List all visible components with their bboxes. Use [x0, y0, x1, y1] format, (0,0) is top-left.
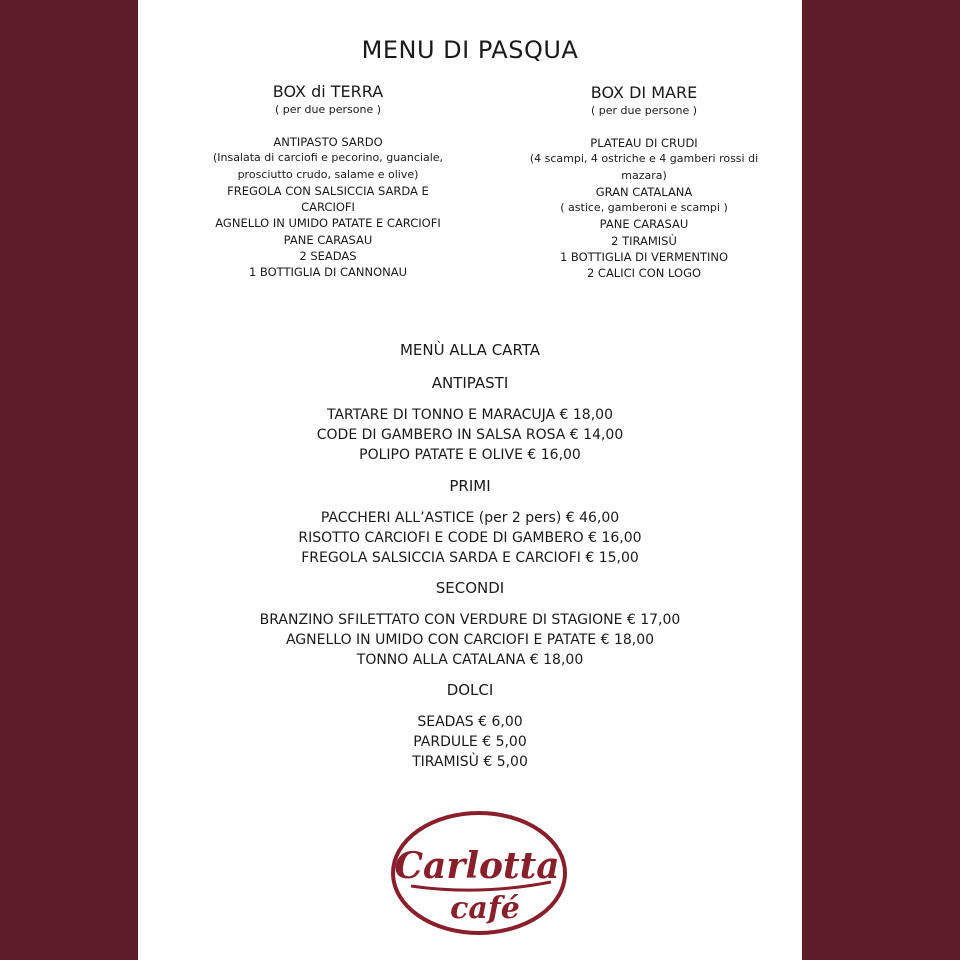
section-dolci [138, 680, 802, 772]
carlotta-cafe-logo [389, 808, 569, 938]
section-heading: DOLCI [446, 681, 494, 699]
list-item: AGNELLO IN UMIDO PATATE E CARCIOFI [215, 216, 441, 231]
list-item: GRAN CATALANA [595, 184, 693, 199]
menu-item: TONNO ALLA CATALANA € 18,00 [356, 652, 584, 668]
list-item: PANE CARASAU [599, 217, 689, 232]
menu-item: PARDULE € 5,00 [413, 734, 527, 750]
menu-item: CODE DI GAMBERO IN SALSA ROSA € 14,00 [316, 427, 624, 443]
box-terra [178, 82, 478, 281]
list-item: 1 BOTTIGLIA DI CANNONAU [248, 265, 408, 280]
carta-title: MENÙ ALLA CARTA [399, 341, 541, 359]
logo-wordmark-carlotta: Carlotta [394, 845, 560, 887]
list-item: CARCIOFI [301, 200, 355, 215]
list-item: mazara) [621, 168, 667, 182]
menu-page [138, 0, 802, 960]
section-heading: SECONDI [435, 579, 505, 597]
menu-item: AGNELLO IN UMIDO CON CARCIOFI E PATATE € 18,00 [285, 632, 655, 648]
menu-item: PACCHERI ALL’ASTICE (per 2 pers) € 46,00 [320, 510, 620, 526]
list-item: PLATEAU DI CRUDI [590, 136, 698, 150]
list-item: prosciutto crudo, salame e olive) [237, 167, 419, 181]
logo-wordmark-cafe: café [450, 891, 520, 926]
menu-item: TIRAMISÙ € 5,00 [412, 754, 528, 770]
list-item: ( astice, gamberoni e scampi ) [560, 201, 728, 215]
box-terra-title: BOX di TERRA [272, 82, 384, 101]
page-title: MENU DI PASQUA [361, 36, 579, 64]
section-primi [138, 476, 802, 568]
list-item: ANTIPASTO SARDO [273, 135, 383, 149]
section-heading: PRIMI [449, 477, 491, 495]
menu-item: FREGOLA SALSICCIA SARDA E CARCIOFI € 15,00 [301, 550, 639, 566]
list-item: (4 scampi, 4 ostriche e 4 gamberi rossi di [529, 152, 759, 166]
box-terra-items [178, 134, 478, 281]
section-secondi [138, 578, 802, 670]
list-item: 1 BOTTIGLIA DI VERMENTINO [559, 250, 729, 265]
box-mare-items [508, 135, 780, 282]
box-mare [508, 83, 780, 282]
box-mare-subtitle: ( per due persone ) [590, 104, 698, 117]
menu-item: BRANZINO SFILETTATO CON VERDURE DI STAGIONE € 17,00 [259, 612, 681, 628]
list-item: 2 TIRAMISÙ [611, 233, 677, 248]
menu-item: POLIPO PATATE E OLIVE € 16,00 [359, 447, 581, 463]
list-item: FREGOLA CON SALSICCIA SARDA E [227, 183, 429, 198]
list-item: 2 SEADAS [299, 249, 357, 264]
section-antipasti [138, 373, 802, 465]
list-item: 2 CALICI CON LOGO [586, 266, 702, 281]
section-heading: ANTIPASTI [431, 374, 509, 392]
menu-item: RISOTTO CARCIOFI E CODE DI GAMBERO € 16,00 [298, 530, 642, 546]
box-terra-subtitle: ( per due persone ) [274, 103, 382, 116]
list-item: PANE CARASAU [283, 232, 373, 247]
list-item: (Insalata di carciofi e pecorino, guanciale, [212, 151, 444, 165]
menu-item: SEADAS € 6,00 [417, 714, 523, 730]
box-mare-title: BOX DI MARE [590, 83, 698, 102]
menu-item: TARTARE DI TONNO E MARACUJA € 18,00 [327, 407, 613, 423]
